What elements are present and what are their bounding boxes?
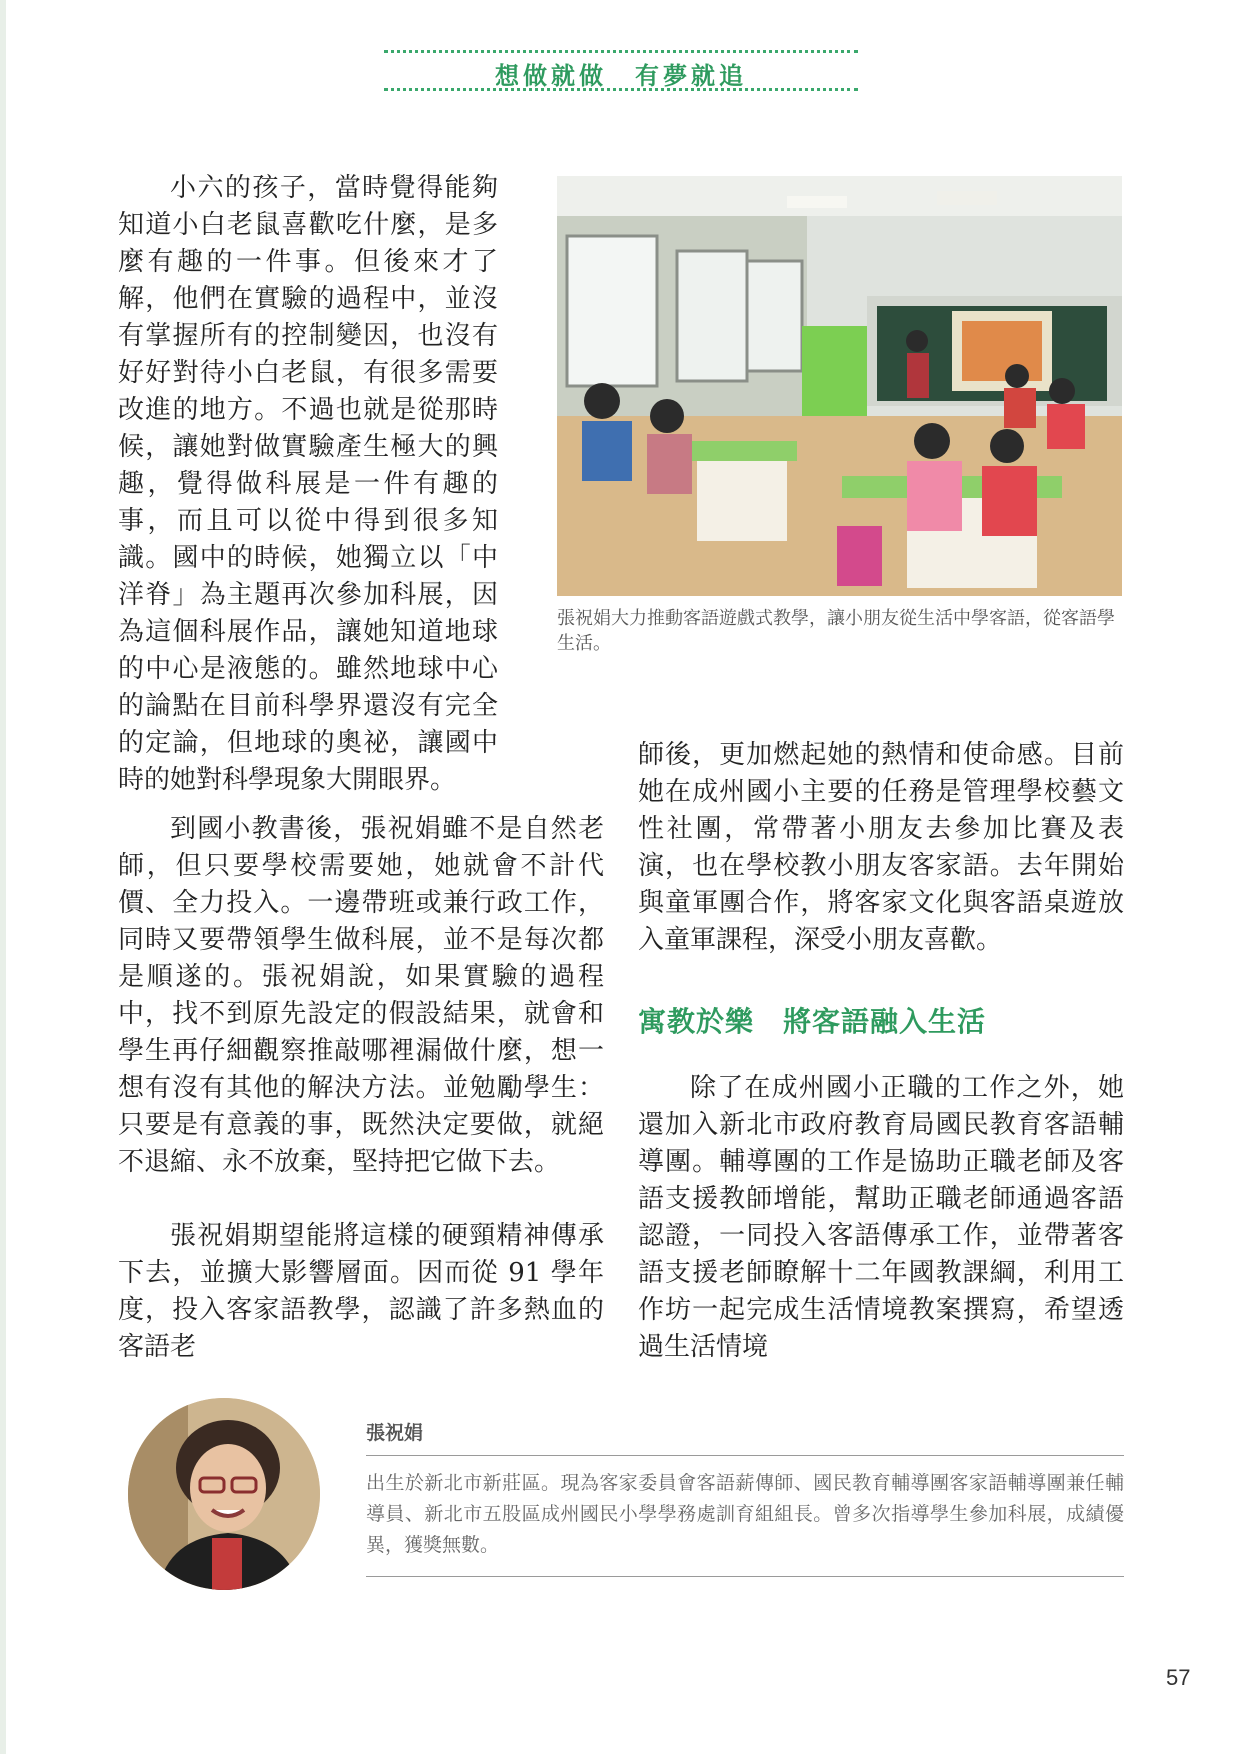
author-bio: 出生於新北市新莊區。現為客家委員會客語薪傳師、國民教育輔導團客家語輔導團兼任輔導員、新北市五股區成州國民小學學務處訓育組組長。曾多次指導學生參加科展，成績優異，獲獎無數。 xyxy=(366,1472,1124,1556)
photo-caption: 張祝娟大力推動客語遊戲式教學，讓小朋友從生活中學客語，從客語學生活。 xyxy=(557,608,1115,654)
paragraph: 除了在成州國小正職的工作之外，她還加入新北市政府教育局國民教育客語輔導團。輔導團的工作是協助正職老師及客語支援教師增能，幫助正職老師通過客語認證，一同投入客語傳承工作，並帶著客語支援老師瞭解十二年國教課綱，利用工作坊一起完成生活情境教案撰寫，希望透過生活情境 xyxy=(638,1073,1124,1362)
header-rule-bottom xyxy=(384,88,858,91)
author-portrait xyxy=(128,1398,320,1590)
right-column-top xyxy=(638,737,1124,959)
section-subheading: 寓教於樂 將客語融入生活 xyxy=(638,1005,987,1038)
portrait-illustration xyxy=(128,1398,320,1590)
left-column-intro xyxy=(118,170,498,799)
classroom-photo xyxy=(557,176,1122,596)
author-name: 張祝娟 xyxy=(366,1422,424,1444)
page-number: 57 xyxy=(1166,1665,1191,1690)
paragraph: 師後，更加燃起她的熱情和使命感。目前她在成州國小主要的任務是管理學校藝文性社團，常帶著小朋友去參加比賽及表演，也在學校教小朋友客家語。去年開始與童軍團合作，將客家文化與客語桌遊放入童軍課程，深受小朋友喜歡。 xyxy=(638,740,1124,955)
header-rule-top xyxy=(384,50,858,53)
page-edge xyxy=(0,0,6,1754)
left-column-main xyxy=(118,811,604,1366)
classroom-illustration xyxy=(557,176,1122,596)
paragraph: 到國小教書後，張祝娟雖不是自然老師，但只要學校需要她，她就會不計代價、全力投入。一邊帶班或兼行政工作，同時又要帶領學生做科展，並不是每次都是順遂的。張祝娟說，如果實驗的過程中，找不到原先設定的假設結果，就會和學生再仔細觀察推敲哪裡漏做什麼，想一想有沒有其他的解決方法。並勉勵學生：只要是有意義的事，既然決定要做，就絕不退縮、永不放棄，堅持把它做下去。 xyxy=(118,814,604,1177)
running-header: 想做就做 有夢就追 xyxy=(495,61,747,90)
bio-rule-top xyxy=(366,1455,1124,1456)
right-column-bottom xyxy=(638,1070,1124,1366)
paragraph: 小六的孩子，當時覺得能夠知道小白老鼠喜歡吃什麼，是多麼有趣的一件事。但後來才了解，他們在實驗的過程中，並沒有掌握所有的控制變因，也沒有好好對待小白老鼠，有很多需要改進的地方。不過也就是從那時候，讓她對做實驗產生極大的興趣，覺得做科展是一件有趣的事，而且可以從中得到很多知識。國中的時候，她獨立以「中洋脊」為主題再次參加科展，因為這個科展作品，讓她知道地球的中心是液態的。雖然地球中心的論點在目前科學界還沒有完全的定論，但地球的奧祕，讓國中時的她對科學現象大開眼界。 xyxy=(118,173,498,795)
bio-rule-bottom xyxy=(366,1576,1124,1577)
paragraph: 張祝娟期望能將這樣的硬頸精神傳承下去，並擴大影響層面。因而從 91 學年度，投入客家語教學，認識了許多熱血的客語老 xyxy=(118,1221,604,1362)
